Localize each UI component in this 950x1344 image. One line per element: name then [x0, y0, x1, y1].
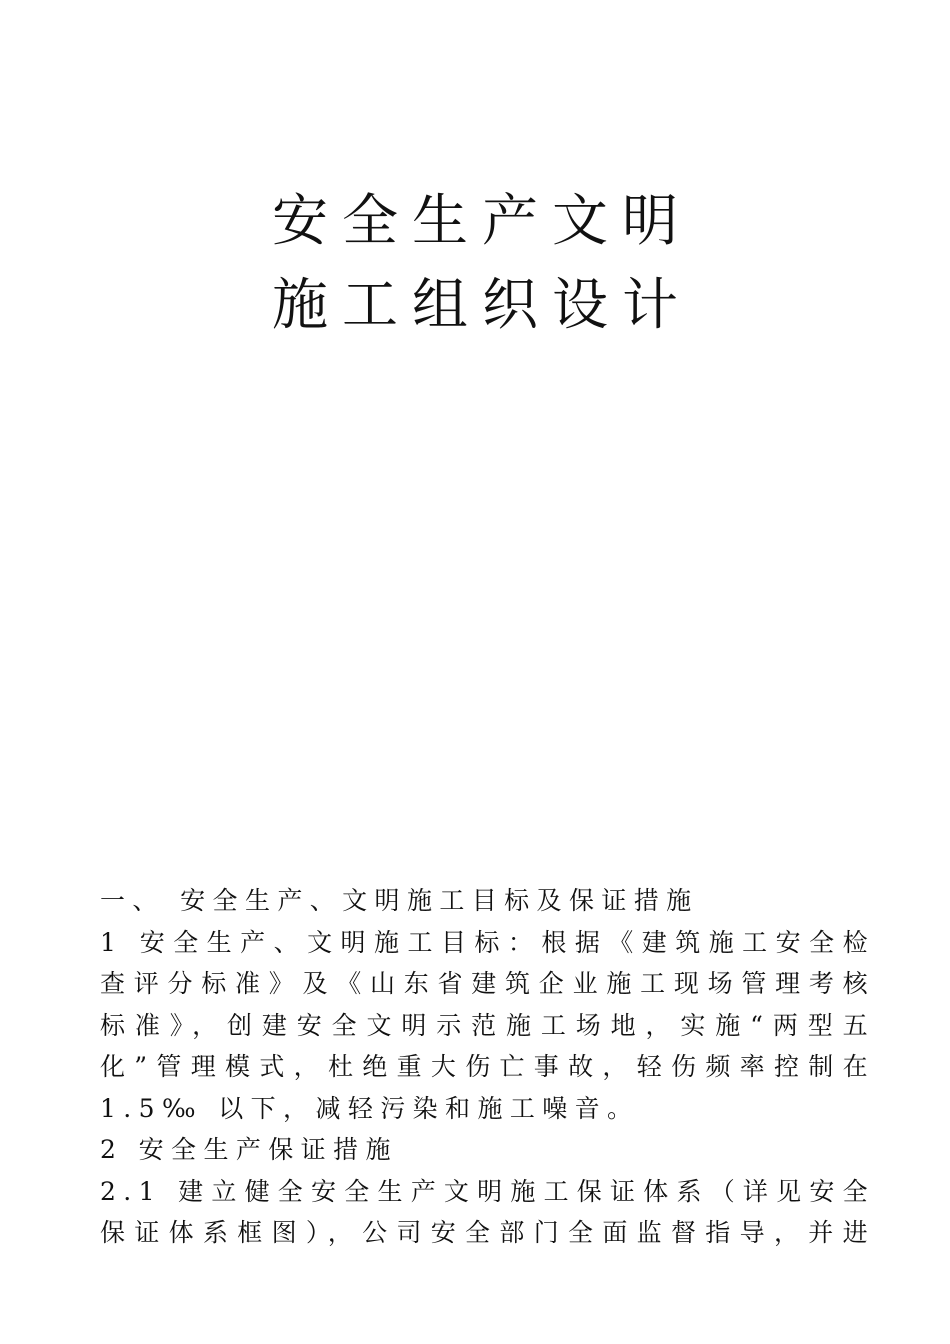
paragraph-line: 2.1 建立健全安全生产文明施工保证体系（详见安全 [100, 1176, 875, 1206]
document-title [0, 180, 950, 348]
paragraph-line: 1.5‰ 以下，减轻污染和施工噪音。 [100, 1093, 640, 1123]
paragraph-line: 1 安全生产、文明施工目标：根据《建筑施工安全检 [100, 927, 875, 957]
paragraph-line: 化”管理模式，杜绝重大伤亡事故，轻伤频率控制在 [100, 1052, 875, 1081]
paragraph-item-2-1 [100, 1171, 875, 1254]
section-heading-text: 一、 安全生产、文明施工目标及保证措施 [100, 886, 699, 915]
section-heading-text: 2 安全生产保证措施 [100, 1135, 398, 1164]
document-body [100, 880, 875, 1254]
paragraph-item-1 [100, 922, 875, 1130]
title-line-2: 施工组织设计 [272, 273, 692, 338]
title-line-1: 安全生产文明 [272, 189, 692, 254]
section-heading-1 [100, 880, 875, 922]
section-heading-2 [100, 1129, 875, 1171]
paragraph-line: 查评分标准》及《山东省建筑企业施工现场管理考核 [100, 969, 875, 998]
paragraph-line: 保证体系框图），公司安全部门全面监督指导，并进 [100, 1218, 875, 1247]
paragraph-line: 标准》，创建安全文明示范施工场地，实施“两型五 [100, 1010, 875, 1040]
